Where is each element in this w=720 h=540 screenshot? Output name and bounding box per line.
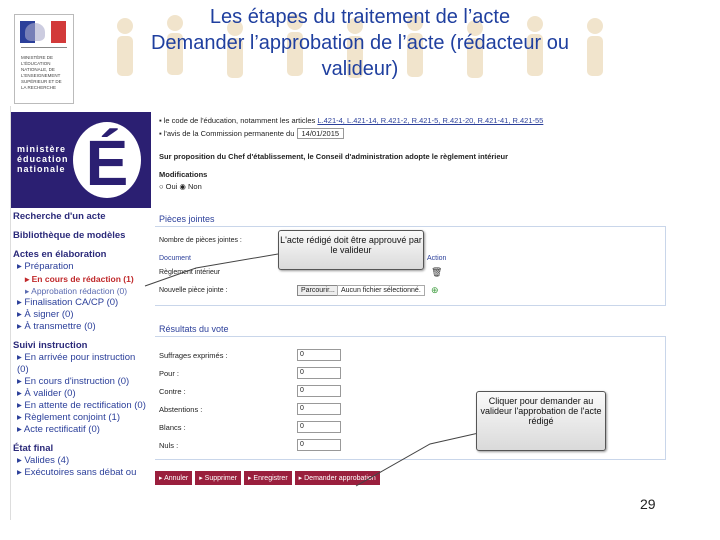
page-number: 29 [640,496,656,512]
enregistrer-button[interactable]: ▸ Enregistrer [244,471,292,485]
pieces-jointes-title: Pièces jointes [159,214,215,224]
supprimer-button[interactable]: ▸ Supprimer [195,471,241,485]
commission-prefix: ▪ l'avis de la Commission permanente du [159,129,295,138]
sidebar-item-a-valider[interactable]: ▸ À valider (0) [17,388,76,399]
commission-date-field[interactable]: 14/01/2015 [297,128,345,139]
sidebar-item-preparation[interactable]: ▸ Préparation [17,261,74,272]
title-line-3: valideur) [321,58,399,80]
demander-approbation-button[interactable]: ▸ Demander approbation [295,471,380,485]
sidebar-item-en-attente[interactable]: ▸ En attente de rectification (0) [17,400,146,411]
vote-label-nuls: Nuls : [159,441,179,450]
proposal-text: Sur proposition du Chef d'établissement, le Conseil d'administration adopte le règlement intérieur [159,152,509,161]
file-status: Aucun fichier sélectionné. [337,285,425,296]
document-row[interactable]: Règlement intérieur [159,269,221,276]
nb-pieces-label: Nombre de pièces jointes : [159,237,242,244]
sidebar-item-a-transmettre[interactable]: ▸ À transmettre (0) [17,321,96,332]
sidebar-section-etat-final: État final [13,443,54,454]
vote-input-abstentions[interactable]: 0 [297,403,341,415]
bottom-callout-pointer [356,430,492,486]
vote-label-pour: Pour : [159,369,180,378]
callout-click-request: Cliquer pour demander au valideur l'approbation de l'acte rédigé [476,391,606,451]
trash-icon[interactable]: 🗑 [431,267,443,277]
resultats-vote-title: Résultats du vote [159,324,229,334]
modifications-label: Modifications [159,170,208,179]
vote-label-suffrages: Suffrages exprimés : [159,351,228,360]
code-education-links[interactable]: L.421-4, L.421-14, R.421-2, R.421-5, R.421-20, R.421-41, R.421-55 [317,116,544,125]
add-icon[interactable]: ⊕ [431,285,439,295]
vote-input-nuls[interactable]: 0 [297,439,341,451]
ministry-text: ministère éducation nationale [17,144,69,174]
ministry-e-icon: É [73,122,141,198]
top-callout-pointer [145,254,278,286]
new-piece-label: Nouvelle pièce jointe : [159,287,228,294]
sidebar-item-reglement-conjoint[interactable]: ▸ Règlement conjoint (1) [17,412,120,423]
sidebar-item-recherche[interactable]: Recherche d'un acte [13,211,106,222]
sidebar-item-bibliotheque[interactable]: Bibliothèque de modèles [13,230,126,241]
col-action: Action [427,255,447,262]
sidebar-item-a-signer[interactable]: ▸ À signer (0) [17,309,74,320]
sidebar-item-en-arrivee[interactable]: ▸ En arrivée pour instruction (0) [17,352,136,375]
logo-text: MINISTÈRE DE L'ÉDUCATION NATIONALE, DE L'ENSEIGNEMENT SUPÉRIEUR ET DE LA RECHERCHE [21,55,62,90]
callout-approval-required: L'acte rédigé doit être approuvé par le valideur [278,230,424,270]
sidebar-item-acte-rectificatif[interactable]: ▸ Acte rectificatif (0) [17,424,100,435]
sidebar-item-en-cours-redaction[interactable]: ▸ En cours de rédaction (1) [25,274,134,284]
sidebar-section-actes-elaboration: Actes en élaboration [13,249,107,260]
sidebar-item-finalisation[interactable]: ▸ Finalisation CA/CP (0) [17,297,119,308]
vote-input-pour[interactable]: 0 [297,367,341,379]
sidebar-item-valides[interactable]: ▸ Valides (4) [17,455,70,466]
browse-button[interactable]: Parcourir... [297,285,339,296]
sidebar-item-en-cours-instruction[interactable]: ▸ En cours d'instruction (0) [17,376,130,387]
vote-input-blancs[interactable]: 0 [297,421,341,433]
vote-input-suffrages[interactable]: 0 [297,349,341,361]
col-document: Document [159,255,191,262]
vote-input-contre[interactable]: 0 [297,385,341,397]
vote-label-blancs: Blancs : [159,423,186,432]
code-education-prefix: ▪ le code de l'éducation, notamment les articles [159,116,316,125]
modifications-radio[interactable]: ○ Oui ◉ Non [159,182,202,191]
vote-label-contre: Contre : [159,387,186,396]
sidebar-section-suivi-instruction: Suivi instruction [13,340,88,351]
title-line-1: Les étapes du traitement de l’acte [209,6,511,28]
vote-label-abstentions: Abstentions : [159,405,203,414]
sidebar-item-approbation-redaction[interactable]: ▸ Approbation rédaction (0) [25,286,128,296]
title-line-2: Demander l’approbation de l’acte (rédacteur ou [150,32,570,54]
sidebar-item-executoires[interactable]: ▸ Exécutoires sans débat ou [17,467,137,478]
annuler-button[interactable]: ▸ Annuler [155,471,192,485]
